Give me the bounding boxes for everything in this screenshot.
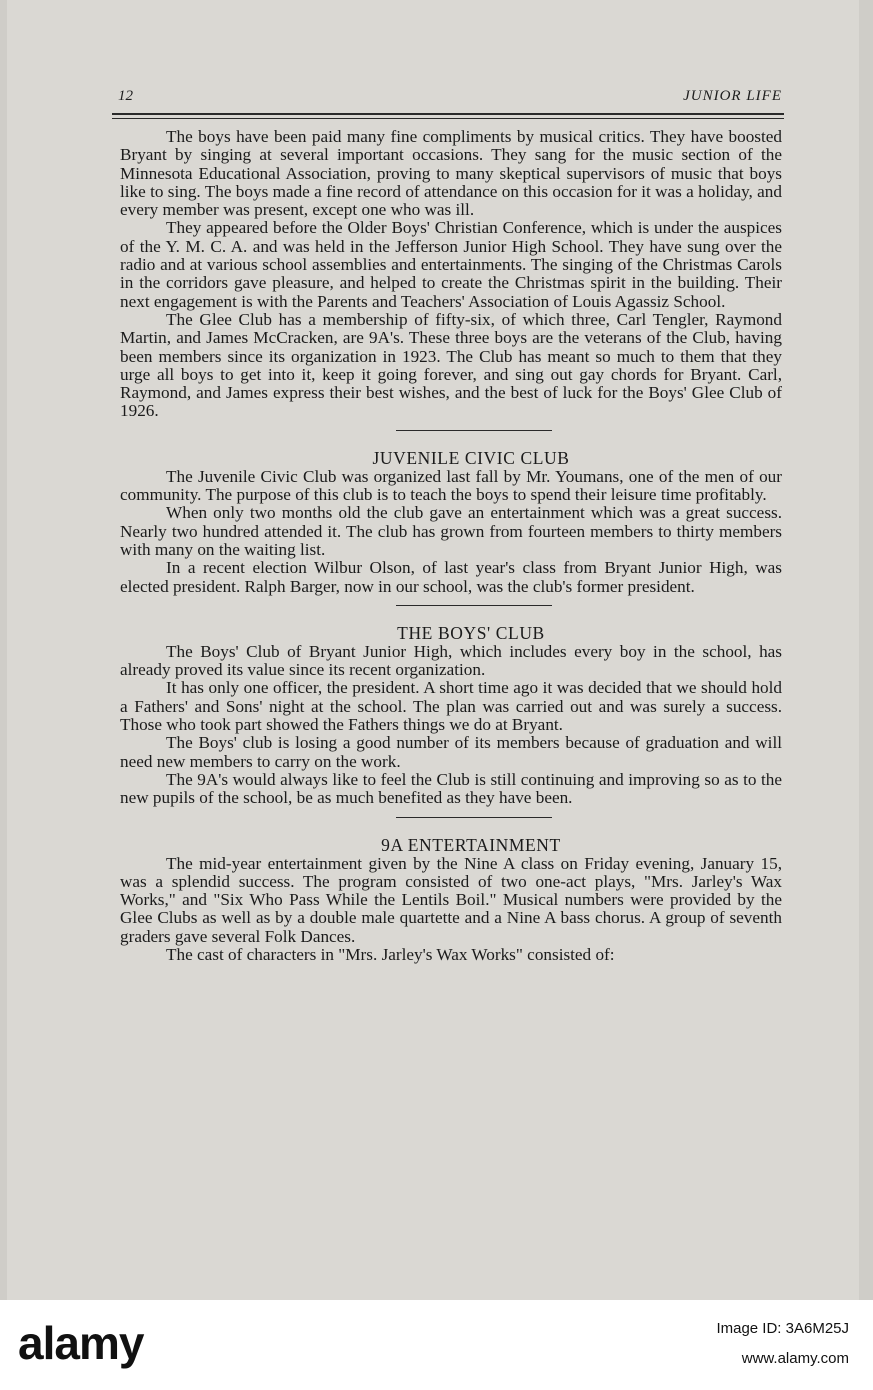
- header-rule: [112, 113, 784, 119]
- paragraph: The cast of characters in "Mrs. Jarley's Wax Works" consisted of:: [166, 944, 615, 964]
- entertainment-section: [120, 836, 782, 965]
- boys-club-section: [120, 624, 782, 808]
- paragraph: The Boys' Club of Bryant Junior High, which includes every boy in the school, has already proved its value since its recent organization.: [120, 641, 782, 680]
- paragraph: When only two months old the club gave an entertainment which was a great success. Nearly two hundred attended it. The club has grown from fourteen members to thirty members with many on the waiting list.: [120, 503, 782, 559]
- alamy-logo: alamy: [18, 1317, 144, 1369]
- section-divider: [396, 605, 552, 606]
- section-heading: JUVENILE CIVIC CLUB: [372, 447, 570, 468]
- paragraph: The Glee Club has a membership of fifty-six, of which three, Carl Tengler, Raymond Martin, and James McCracken, are 9A's. These three boys are the veterans of the Club, having been members since its organization in 1923. The Club has meant so much to them that they urge all boys to get into it, keep it going forever, and sing out gay chords for Bryant. Carl, Raymond, and James express their best wishes, and the best of luck for the Boys' Glee Club of 1926.: [120, 309, 782, 421]
- image-id: Image ID: 3A6M25J: [716, 1320, 849, 1337]
- paragraph: They appeared before the Older Boys' Christian Conference, which is under the auspices of the Y. M. C. A. and was held in the Jefferson Junior High School. They have sung over the radio and at various school assemblies and entertainments. The singing of the Christmas Carols in the corridors gave pleasure, and helped to create the Christmas spirit in the building. Their next engagement is with the Parents and Teachers' Association of Louis Agassiz School.: [120, 218, 782, 311]
- paragraph: It has only one officer, the president. A short time ago it was decided that we should hold a Fathers' and Sons' night at the school. The plan was carried out and was surely a success. Those who took part showed the Fathers things we do at Bryant.: [120, 678, 782, 735]
- running-head: [118, 88, 782, 108]
- juvenile-civic-club-section: [120, 449, 782, 596]
- section-divider: [396, 817, 552, 818]
- paragraph: The Boys' club is losing a good number of its members because of graduation and will need new members to carry on the work.: [120, 733, 782, 771]
- journal-title: JUNIOR LIFE: [683, 88, 782, 104]
- glee-club-section: [120, 128, 782, 421]
- paragraph: In a recent election Wilbur Olson, of last year's class from Bryant Junior High, was elected president. Ralph Barger, now in our school, was the club's former president.: [120, 558, 782, 596]
- paragraph: The Juvenile Civic Club was organized last fall by Mr. Youmans, one of the men of our community. The purpose of this club is to teach the boys to spend their leisure time profitably.: [120, 466, 782, 505]
- paragraph: The mid-year entertainment given by the Nine A class on Friday evening, January 15, was a splendid success. The program consisted of two one-act plays, "Mrs. Jarley's Wax Works," and "Six Who Pass While the Lentils Boil." Musical numbers were provided by the Glee Clubs as well as by a double male quartette and a Nine A bass chorus. A group of seventh graders gave several Folk Dances.: [120, 853, 782, 946]
- paragraph: The boys have been paid many fine compliments by musical critics. They have boosted Bryant by singing at several important occasions. They sang for the music section of the Minnesota Educational Association, proving to many skeptical supervisors of music that boys like to sing. The boys made a fine record of attendance on this occasion for it was a holiday, and every member was present, except one who was ill.: [120, 127, 782, 220]
- article-body: [120, 128, 782, 964]
- section-heading: 9A ENTERTAINMENT: [381, 834, 561, 855]
- alamy-url: www.alamy.com: [741, 1350, 849, 1367]
- section-divider: [396, 430, 552, 431]
- section-heading: THE BOYS' CLUB: [397, 622, 545, 643]
- paragraph: The 9A's would always like to feel the Club is still continuing and improving so as to the new pupils of the school, be as much benefited as they have been.: [120, 769, 782, 808]
- page-number: 12: [118, 88, 133, 104]
